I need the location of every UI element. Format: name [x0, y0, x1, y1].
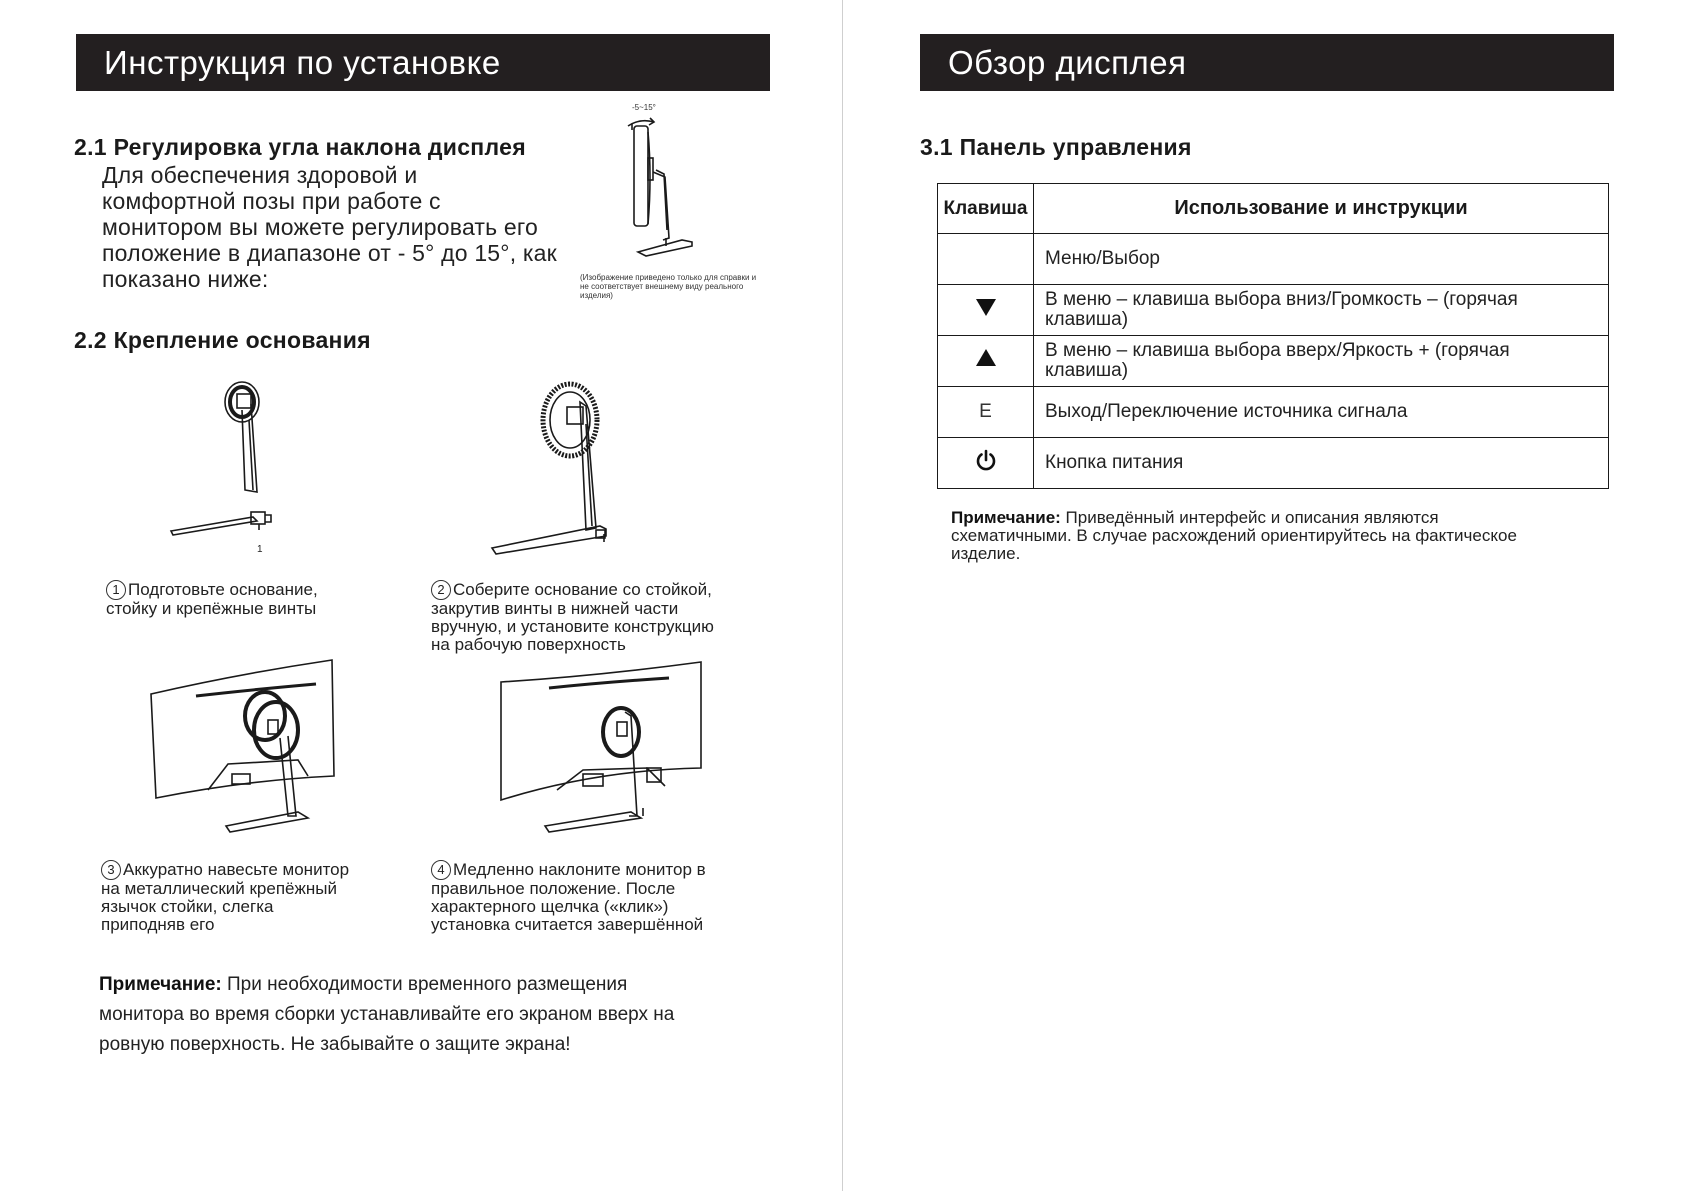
tilt-text-line: комфортной позы при работе с — [102, 188, 441, 214]
triangle-down-icon — [975, 297, 997, 317]
step-2-caption — [431, 580, 761, 654]
control-panel-table — [937, 183, 1609, 489]
tilt-text-line: монитором вы можете регулировать его — [102, 214, 539, 240]
tilt-text-line: Для обеспечения здоровой и — [102, 162, 418, 188]
heading-base-mounting: 2.2 Крепление основания — [74, 327, 371, 353]
heading-control-panel: 3.1 Панель управления — [920, 134, 1192, 160]
note-text-line: Приведённый интерфейс и описания являются — [1060, 508, 1439, 527]
step-4-illustration — [497, 656, 707, 836]
step-text-line: на рабочую поверхность — [431, 635, 626, 654]
table-row — [938, 336, 1609, 387]
note-label: Примечание: — [951, 508, 1061, 527]
step-3-illustration — [148, 656, 348, 836]
page-divider — [842, 0, 843, 1191]
column-header-usage: Использование и инструкции — [1034, 184, 1609, 234]
screw-label: 1 — [257, 544, 263, 555]
table-row — [938, 234, 1609, 285]
tilt-text-line: показано ниже: — [102, 266, 269, 292]
step-text-line: стойку и крепёжные винты — [106, 599, 317, 618]
desc-cell: В меню – клавиша выбора вниз/Громкость – (горячая клавиша) — [1034, 285, 1609, 336]
heading-tilt-adjustment: 2.1 Регулировка угла наклона дисплея — [74, 134, 526, 160]
step-4-caption — [431, 860, 761, 934]
step-text-line: закрутив винты в нижней части — [431, 599, 679, 618]
page-banner-installation: Инструкция по установке — [76, 34, 770, 91]
key-cell-up — [938, 336, 1034, 387]
table-row — [938, 438, 1609, 489]
note-text-line: монитора во время сборки устанавливайте его экраном вверх на — [99, 1004, 675, 1025]
installation-note — [99, 970, 749, 1060]
note-label: Примечание: — [99, 974, 222, 995]
power-icon — [975, 449, 997, 471]
note-text-line: изделие. — [951, 544, 1021, 563]
step-text-line: Медленно наклоните монитор в — [453, 860, 706, 879]
step-text-line: вручную, и установите конструкцию — [431, 617, 714, 636]
control-panel-note — [951, 509, 1591, 563]
step-1-caption — [106, 580, 396, 618]
key-cell-down — [938, 285, 1034, 336]
step-number: 3 — [101, 860, 121, 880]
step-text-line: правильное положение. После — [431, 879, 676, 898]
page-banner-display-overview: Обзор дисплея — [920, 34, 1614, 91]
tilt-illustration — [620, 112, 720, 272]
step-text-line: Подготовьте основание, — [128, 580, 318, 599]
table-header-row — [938, 184, 1609, 234]
step-number: 2 — [431, 580, 451, 600]
step-text-line: Соберите основание со стойкой, — [453, 580, 712, 599]
key-cell-power — [938, 438, 1034, 489]
triangle-up-icon — [975, 348, 997, 368]
desc-cell: В меню – клавиша выбора вверх/Яркость + (горячая клавиша) — [1034, 336, 1609, 387]
desc-cell: Меню/Выбор — [1034, 234, 1609, 285]
step-1-illustration — [165, 380, 285, 555]
step-text-line: приподняв его — [101, 915, 215, 934]
key-cell-exit: E — [938, 387, 1034, 438]
step-number: 1 — [106, 580, 126, 600]
note-text-line: ровную поверхность. Не забывайте о защите экрана! — [99, 1034, 571, 1055]
desc-cell: Кнопка питания — [1034, 438, 1609, 489]
step-3-caption — [101, 860, 401, 934]
note-text-line: При необходимости временного размещения — [221, 974, 628, 995]
table-row — [938, 387, 1609, 438]
tilt-description — [102, 162, 582, 292]
step-text-line: Аккуратно навесьте монитор — [123, 860, 350, 879]
image-disclaimer: (Изображение приведено только для справки и не соответствует внешнему виду реального изделия) — [580, 273, 757, 300]
tilt-angle-label: -5~15° — [632, 103, 656, 112]
step-text-line: характерного щелчка («клик») — [431, 897, 669, 916]
step-text-line: установка считается завершённой — [431, 915, 704, 934]
step-text-line: на металлический крепёжный — [101, 879, 337, 898]
table-row — [938, 285, 1609, 336]
step-2-illustration — [488, 380, 638, 560]
step-text-line: язычок стойки, слегка — [101, 897, 274, 916]
tilt-text-line: положение в диапазоне от - 5° до 15°, как — [102, 240, 557, 266]
desc-cell: Выход/Переключение источника сигнала — [1034, 387, 1609, 438]
column-header-key: Клавиша — [938, 184, 1034, 234]
note-text-line: схематичными. В случае расхождений ориентируйтесь на фактическое — [951, 526, 1517, 545]
key-cell-menu — [938, 234, 1034, 285]
step-number: 4 — [431, 860, 451, 880]
